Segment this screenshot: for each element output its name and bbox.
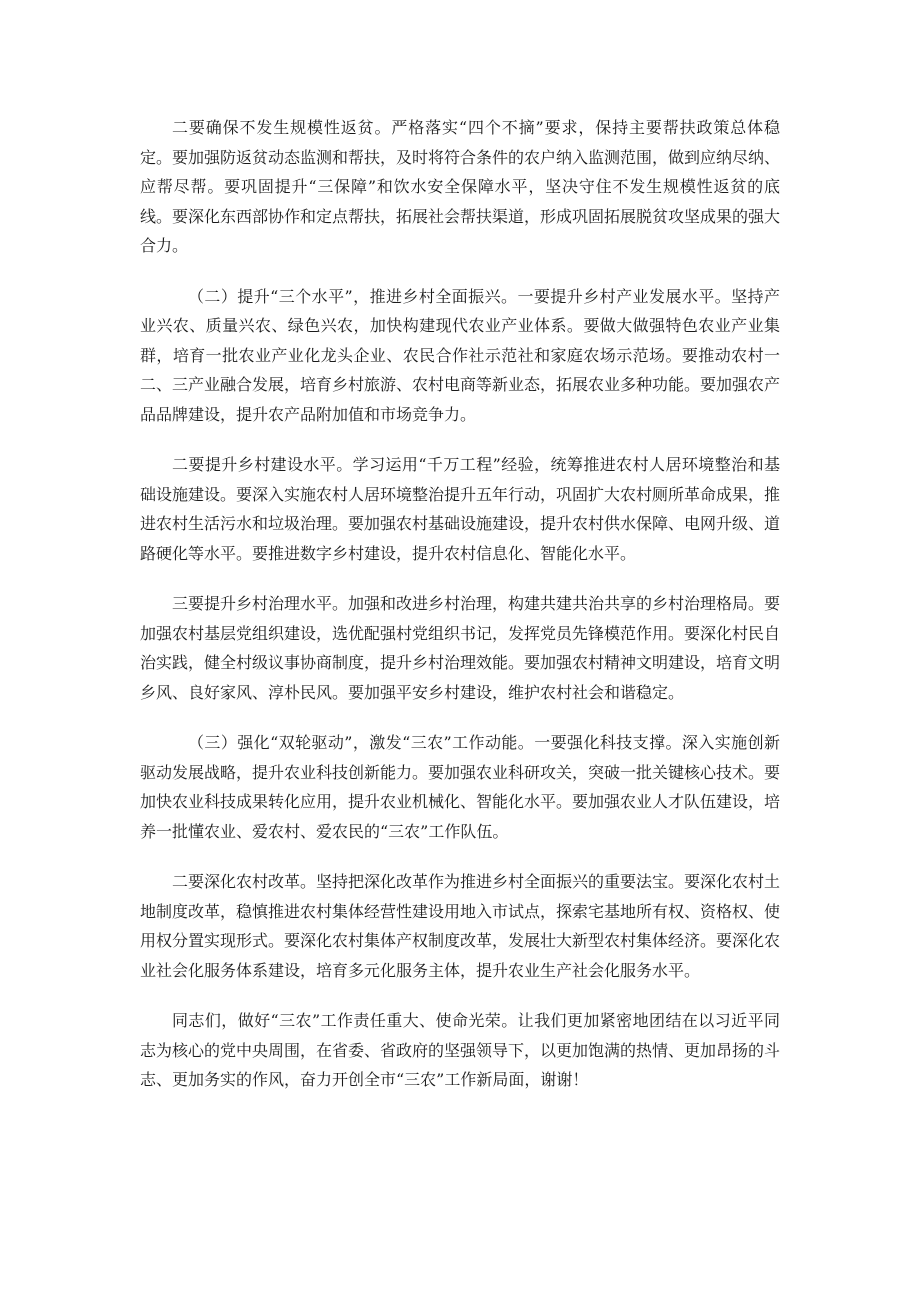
paragraph-closing-remarks: 同志们，做好“三农”工作责任重大、使命光荣。让我们更加紧密地团结在以习近平同志为核心的党中央周围，在省委、省政府的坚强领导下，以更加饱满的热情、更加昂扬的斗志、更加务实的作风，奋力开创全市“三农”工作新局面，谢谢！ xyxy=(140,1011,781,1089)
document-body xyxy=(140,113,780,1116)
paragraph-prevent-poverty-return: 二要确保不发生规模性返贫。严格落实“四个不摘”要求，保持主要帮扶政策总体稳定。要加强防返贫动态监测和帮扶，及时将符合条件的农户纳入监测范围，做到应纳尽纳、应帮尽帮。要巩固提升“三保障”和饮水安全保障水平，坚决守住不发生规模性返贫的底线。要深化东西部协作和定点帮扶，拓展社会帮扶渠道，形成巩固拓展脱贫攻坚成果的强大合力。 xyxy=(140,118,781,255)
paragraph-rural-reform: 二要深化农村改革。坚持把深化改革作为推进乡村全面振兴的重要法宝。要深化农村土地制度改革，稳慎推进农村集体经营性建设用地入市试点，探索宅基地所有权、资格权、使用权分置实现形式。要深化农村集体产权制度改革，发展壮大新型农村集体经济。要深化农业社会化服务体系建设，培育多元化服务主体，提升农业生产社会化服务水平。 xyxy=(140,872,781,980)
paragraph-dual-drive-heading: （三）强化“双轮驱动”，激发“三农”工作动能。一要强化科技支撑。深入实施创新驱动发展战略，提升农业科技创新能力。要加强农业科研攻关，突破一批关键核心技术。要加快农业科技成果转化应用，提升农业机械化、智能化水平。要加强农业人才队伍建设，培养一批懂农业、爱农村、爱农民的“三农”工作队伍。 xyxy=(140,733,781,841)
paragraph-rural-governance: 三要提升乡村治理水平。加强和改进乡村治理，构建共建共治共享的乡村治理格局。要加强农村基层党组织建设，选优配强村党组织书记，发挥党员先锋模范作用。要深化村民自治实践，健全村级议事协商制度，提升乡村治理效能。要加强农村精神文明建设，培育文明乡风、良好家风、淳朴民风。要加强平安乡村建设，维护农村社会和谐稳定。 xyxy=(140,594,781,702)
paragraph-rural-construction: 二要提升乡村建设水平。学习运用“千万工程”经验，统筹推进农村人居环境整治和基础设施建设。要深入实施农村人居环境整治提升五年行动，巩固扩大农村厕所革命成果，推进农村生活污水和垃圾治理。要加强农村基础设施建设，提升农村供水保障、电网升级、道路硬化等水平。要推进数字乡村建设，提升农村信息化、智能化水平。 xyxy=(140,455,781,563)
paragraph-three-levels-heading: （二）提升“三个水平”，推进乡村全面振兴。一要提升乡村产业发展水平。坚持产业兴农、质量兴农、绿色兴农，加快构建现代农业产业体系。要做大做强特色农业产业集群，培育一批农业产业化龙头企业、农民合作社示范社和家庭农场示范场。要推动农村一二、三产业融合发展，培育乡村旅游、农村电商等新业态，拓展农业多种功能。要加强农产品品牌建设，提升农产品附加值和市场竞争力。 xyxy=(140,286,781,424)
